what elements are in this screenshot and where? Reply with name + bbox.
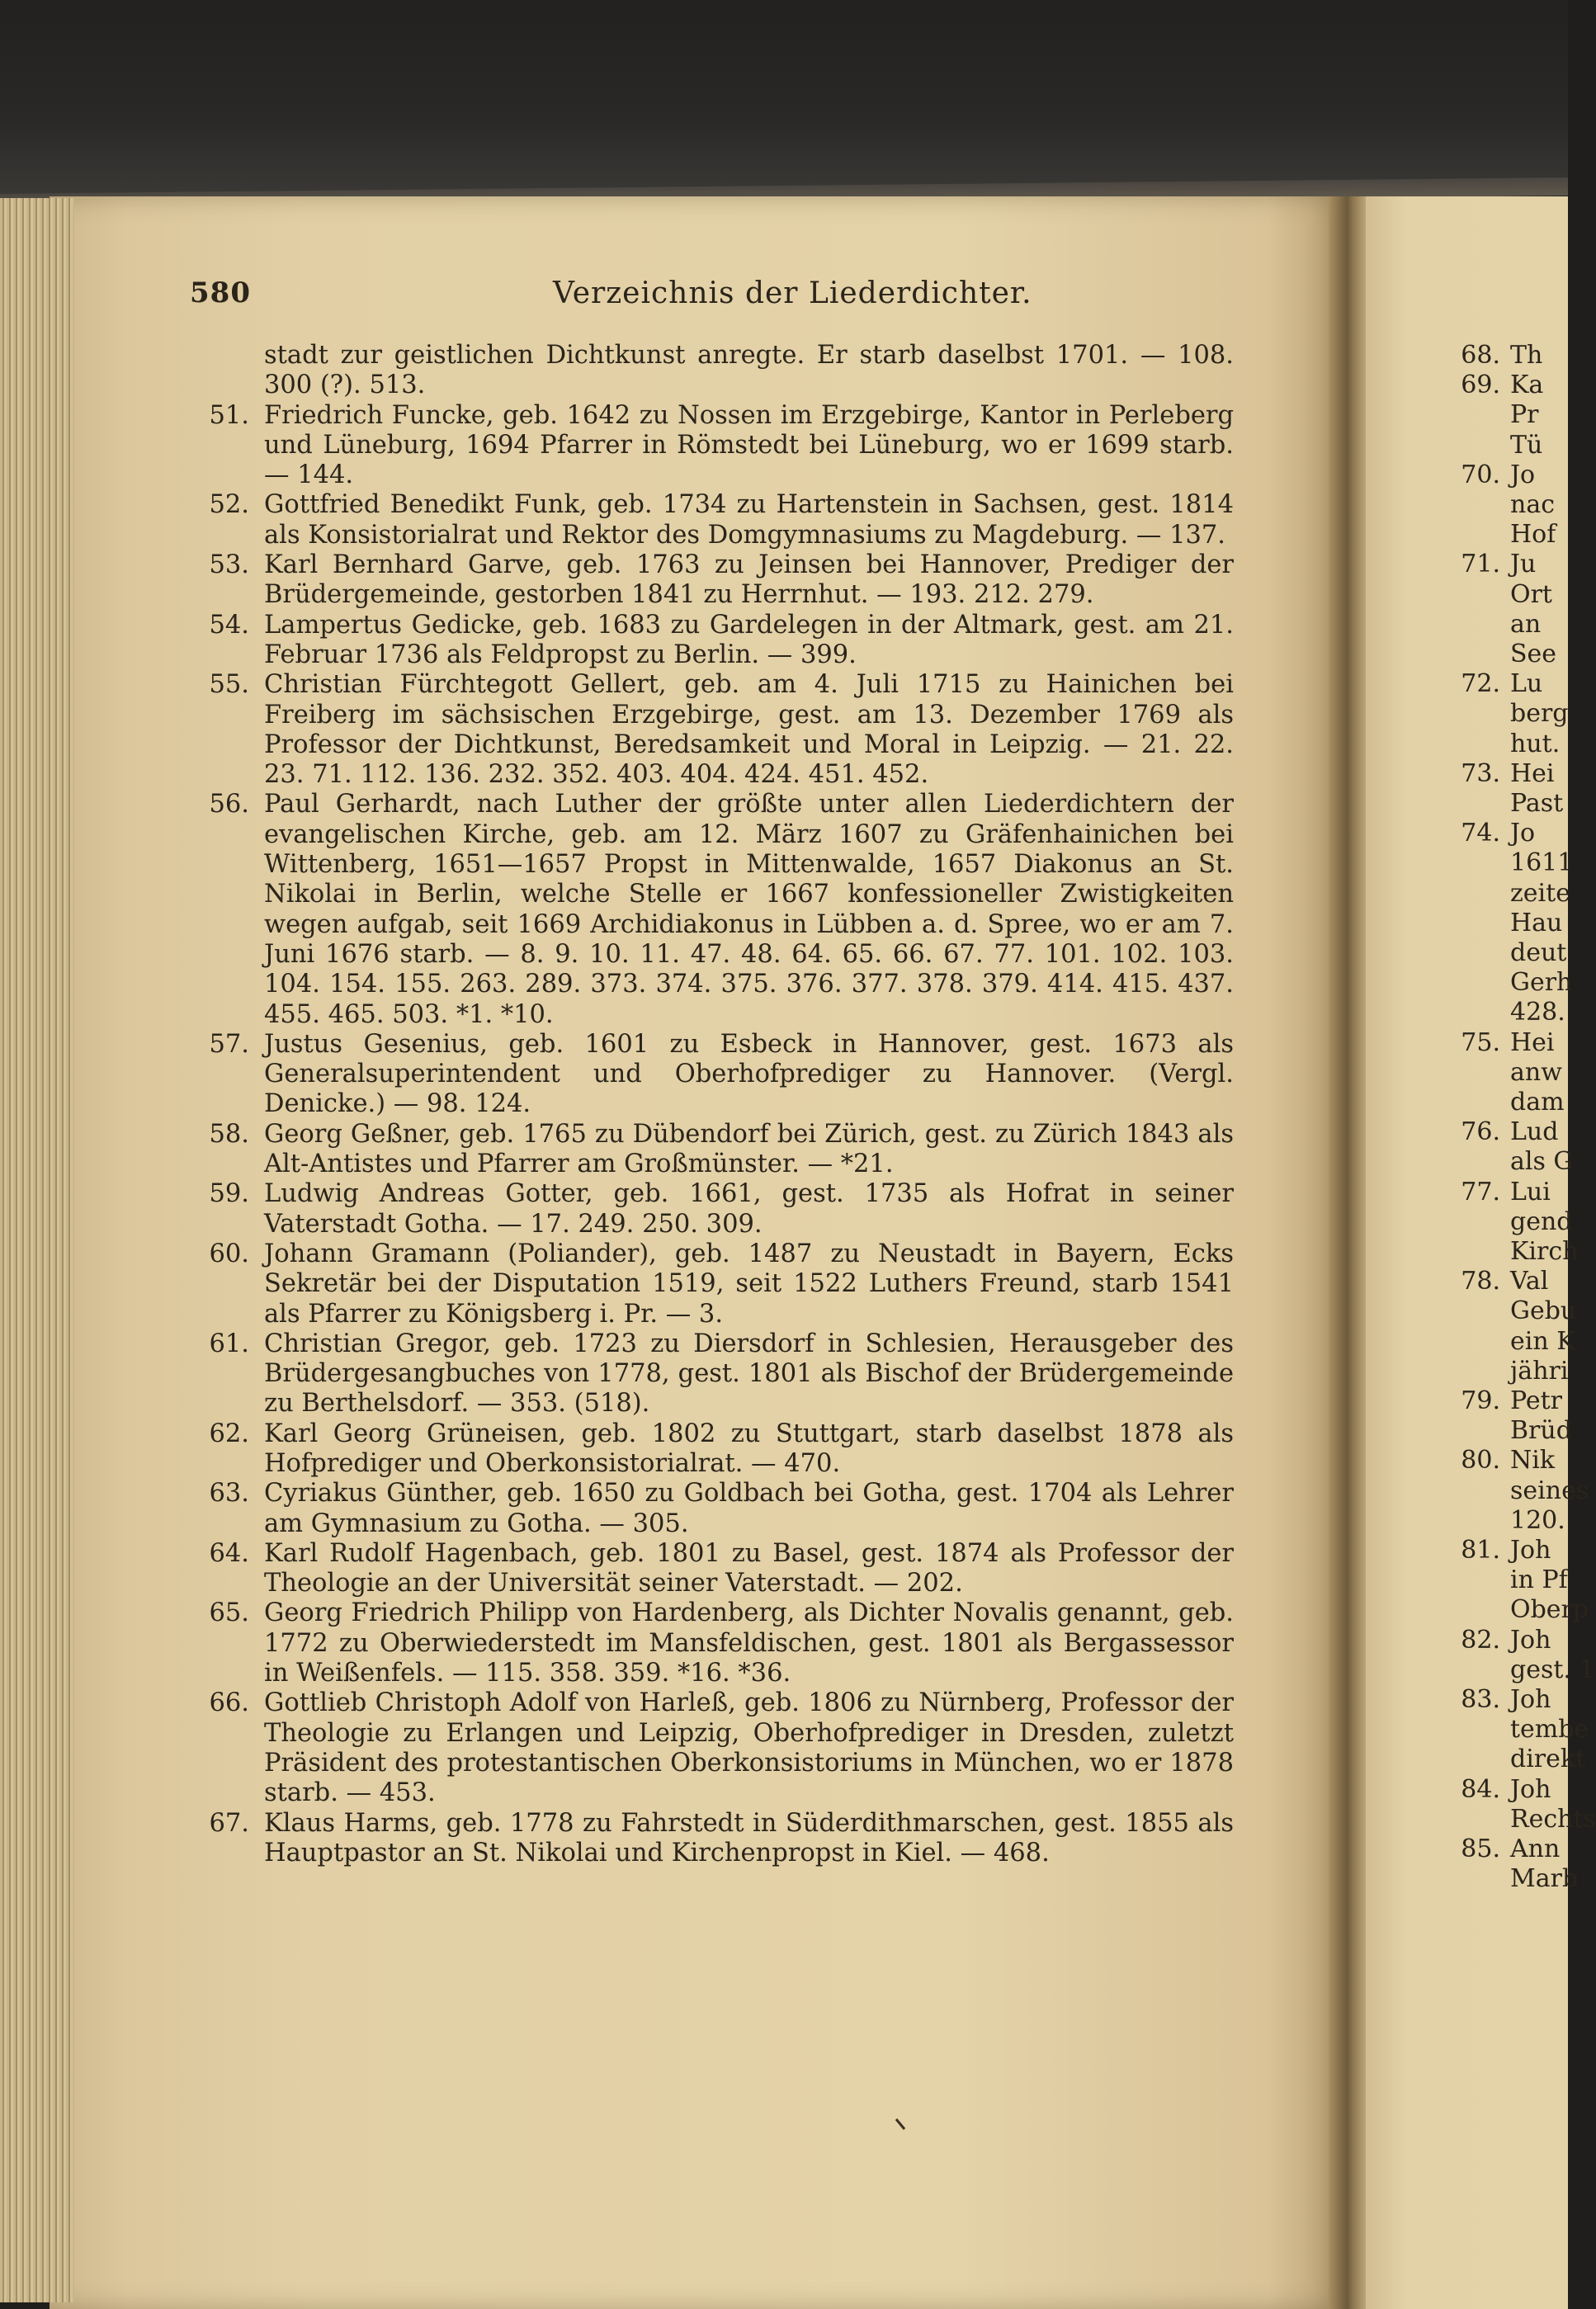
entry-number: 58. — [209, 1119, 249, 1149]
right-entry-fragment: Lui — [1510, 1177, 1551, 1206]
right-entry-fragment: Hof — [1510, 520, 1556, 550]
right-entry-fragment: Ort — [1510, 579, 1552, 609]
list-item — [190, 550, 1234, 611]
entry-number: 61. — [209, 1329, 249, 1358]
entry-number: 62. — [209, 1419, 249, 1448]
right-entry-fragment: Hau — [1510, 908, 1563, 937]
right-entry-number: 78. — [1461, 1267, 1500, 1296]
running-head: Verzeichnis der Liederdichter. — [553, 276, 1032, 310]
right-entry-fragment: direkt — [1510, 1745, 1586, 1774]
entry-text: Georg Geßner, geb. 1765 zu Dübendorf bei Zürich, gest. zu Zürich 1843 als Alt-Antistes und Pfarrer am Großmünster. — *21. — [264, 1119, 1234, 1179]
paper-speck — [891, 2113, 924, 2146]
list-item — [190, 1479, 1234, 1539]
entry-number: 59. — [209, 1179, 249, 1209]
right-entry-fragment: Nik — [1510, 1446, 1556, 1476]
list-item — [190, 1030, 1234, 1120]
right-entry-number: 73. — [1461, 758, 1500, 788]
list-item — [190, 1179, 1234, 1239]
right-entry-fragment: Jo — [1510, 460, 1536, 489]
right-entry-number: 68. — [1461, 341, 1500, 370]
list-item — [190, 401, 1234, 491]
right-entry-fragment: Kirch — [1510, 1237, 1579, 1266]
entry-text: Johann Gramann (Poliander), geb. 1487 zu Neustadt in Bayern, Ecks Sekretär bei der Disputation 1519, seit 1522 Luthers Freund, starb 1541 als Pfarrer zu Königsberg i. Pr. — 3. — [264, 1239, 1234, 1329]
right-entry-number: 85. — [1461, 1834, 1500, 1863]
page-stack-edge — [0, 198, 74, 2302]
right-entry-number: 83. — [1461, 1685, 1500, 1714]
entry-text: Georg Friedrich Philipp von Hardenberg, als Dichter Novalis genannt, geb. 1772 zu Oberwiederstedt im Mansfeldischen, gest. 1801 als Bergassessor in Weißenfels. — 115. 358. 359. *16. *36. — [264, 1598, 1234, 1688]
entry-number: 52. — [209, 490, 249, 520]
list-item — [190, 1539, 1234, 1599]
list-item — [190, 1419, 1234, 1480]
entry-text: Gottfried Benedikt Funk, geb. 1734 zu Hartenstein in Sachsen, gest. 1814 als Konsistorialrat und Rektor des Domgymnasiums zu Magdeburg. — 137. — [264, 490, 1234, 550]
right-page-column — [1443, 341, 1596, 1927]
entry-number: 56. — [209, 790, 249, 819]
right-entry-fragment: Val — [1510, 1267, 1549, 1296]
right-entry-fragment: Hei — [1510, 1027, 1555, 1057]
right-entry-fragment: Ann — [1510, 1834, 1561, 1863]
right-entry-fragment: Rechts — [1510, 1804, 1596, 1834]
right-entry-fragment: gend — [1510, 1206, 1573, 1236]
right-entry-fragment: Joh — [1510, 1625, 1551, 1655]
list-item — [190, 490, 1234, 550]
right-entry-fragment: Brüd — [1510, 1416, 1572, 1446]
right-entry-fragment: 120. — [1510, 1505, 1565, 1535]
right-entry-fragment: Gerh — [1510, 968, 1573, 998]
right-entry-fragment: Tü — [1510, 430, 1543, 460]
right-entry-fragment: 1611 — [1510, 848, 1574, 878]
right-entry-fragment: berg — [1510, 699, 1569, 729]
entry-number: 51. — [209, 400, 249, 430]
entry-text: Karl Rudolf Hagenbach, geb. 1801 zu Basel, gest. 1874 als Professor der Theologie an der Universität seiner Vaterstadt. — 202. — [264, 1538, 1234, 1598]
right-entry-fragment: tembe — [1510, 1715, 1589, 1745]
entry-text: Ludwig Andreas Gotter, geb. 1661, gest. 1735 als Hofrat in seiner Vaterstadt Gotha. — 17. 249. 250. 309. — [264, 1179, 1234, 1239]
right-entry-fragment: Ju — [1510, 550, 1537, 579]
entry-text: Christian Fürchtegott Gellert, geb. am 4. Juli 1715 zu Hainichen bei Freiberg im sächsischen Erzgebirge, gest. am 13. Dezember 1769 als Professor der Dichtkunst, Beredsamkeit und Moral in Leipzig. — 21. 22. 23. 71. 112. 136. 232. 352. 403. 404. 424. 451. 452. — [264, 670, 1234, 790]
right-entry-fragment: Past — [1510, 789, 1564, 818]
right-entry-fragment: seines — [1510, 1476, 1589, 1505]
entry-text: Gottlieb Christoph Adolf von Harleß, geb. 1806 zu Nürnberg, Professor der Theologie zu Erlangen und Leipzig, Oberhofprediger in Dresden, zuletzt Präsident des protestantischen Oberkonsistoriums in München, wo er 1878 starb. — 453. — [264, 1688, 1234, 1808]
page-header — [190, 276, 1296, 326]
list-item — [190, 1239, 1234, 1329]
right-entry-fragment: Jo — [1510, 819, 1536, 848]
entry-number: 66. — [209, 1688, 249, 1718]
entry-text: Klaus Harms, geb. 1778 zu Fahrstedt in Süderdithmarschen, gest. 1855 als Hauptpastor an St. Nikolai und Kirchenpropst in Kiel. — 468. — [264, 1808, 1234, 1868]
right-entry-fragment: Oberp — [1510, 1595, 1589, 1625]
entry-number: 57. — [209, 1029, 249, 1059]
entry-text: Paul Gerhardt, nach Luther der größte unter allen Liederdichtern der evangelischen Kirche, geb. am 12. März 1607 zu Gräfenhainichen bei Wittenberg, 1651—1657 Propst in Mittenwalde, 1657 Diakonus an St. Nikolai in Berlin, welche Stelle er 1667 konfessioneller Zwistigkeiten wegen aufgab, seit 1669 Archidiakonus in Lübben a. d. Spree, wo er am 7. Juni 1676 starb. — 8. 9. 10. 11. 47. 48. 64. 65. 66. 67. 77. 101. 102. 103. 104. 154. 155. 263. 289. 373. 374. 375. 376. 377. 378. 379. 414. 415. 437. 455. 465. 503. *1. *10. — [264, 790, 1234, 1029]
right-entry-number: 71. — [1461, 550, 1500, 579]
right-entry-fragment: Hei — [1510, 758, 1555, 788]
right-entry-fragment: jähri — [1510, 1356, 1569, 1386]
right-entry-number: 74. — [1461, 819, 1500, 848]
right-entry-number: 70. — [1461, 460, 1500, 489]
continuation-entry — [190, 341, 1234, 401]
list-item — [190, 670, 1234, 790]
entry-list — [190, 341, 1234, 1868]
list-item — [190, 1120, 1234, 1180]
right-entry-fragment: Pr — [1510, 400, 1539, 430]
right-entry-fragment: in Pf — [1510, 1565, 1568, 1595]
list-item — [190, 790, 1234, 1029]
right-entry-number: 72. — [1461, 669, 1500, 699]
entry-number: 64. — [209, 1538, 249, 1568]
entry-text: Christian Gregor, geb. 1723 zu Diersdorf in Schlesien, Herausgeber des Brüdergesangbuches von 1778, gest. 1801 als Bischof der Brüdergemeinde zu Berthelsdorf. — 353. (518). — [264, 1329, 1234, 1419]
right-entry-fragment: ein K — [1510, 1326, 1575, 1356]
right-entry-fragment: Joh — [1510, 1536, 1551, 1565]
entry-number: 55. — [209, 670, 249, 700]
right-entry-number: 79. — [1461, 1386, 1500, 1415]
list-item — [190, 1329, 1234, 1419]
right-entry-fragment: Marb — [1510, 1864, 1579, 1894]
right-entry-fragment: dam — [1510, 1088, 1565, 1117]
book-gutter — [1329, 196, 1370, 2309]
right-entry-fragment: Th — [1510, 341, 1543, 370]
entry-number: 67. — [209, 1808, 249, 1838]
continuation-text: stadt zur geistlichen Dichtkunst anregte. Er starb daselbst 1701. — 108. 300 (?). 513. — [264, 341, 1234, 400]
right-entry-fragment: als G — [1510, 1147, 1574, 1177]
right-entry-fragment: Gebu — [1510, 1296, 1577, 1326]
right-entry-number: 80. — [1461, 1446, 1500, 1476]
right-entry-fragment: nac — [1510, 490, 1556, 519]
entry-number: 53. — [209, 550, 249, 580]
right-entry-fragment: Petr — [1510, 1386, 1562, 1415]
right-entry-number: 69. — [1461, 371, 1500, 400]
right-entry-number: 77. — [1461, 1177, 1500, 1206]
right-entry-number: 82. — [1461, 1625, 1500, 1655]
entry-text: Lampertus Gedicke, geb. 1683 zu Gardelegen in der Altmark, gest. am 21. Februar 1736 als Feldpropst zu Berlin. — 399. — [264, 610, 1234, 669]
right-entry-number: 81. — [1461, 1536, 1500, 1565]
right-entry-fragment: zeite — [1510, 878, 1570, 908]
entry-text: Friedrich Funcke, geb. 1642 zu Nossen im Erzgebirge, Kantor in Perleberg und Lüneburg, 1694 Pfarrer in Römstedt bei Lüneburg, wo er 1699 starb. — 144. — [264, 400, 1234, 490]
right-entry-fragment: See — [1510, 640, 1557, 668]
right-entry-fragment: anw — [1510, 1057, 1562, 1087]
right-entry-fragment: Joh — [1510, 1774, 1551, 1804]
entry-number: 65. — [209, 1598, 249, 1628]
entry-text: Justus Gesenius, geb. 1601 zu Esbeck in Hannover, gest. 1673 als Generalsuperintendent und Oberhofprediger zu Hannover. (Vergl. Denicke.) — 98. 124. — [264, 1029, 1234, 1119]
list-item — [190, 1809, 1234, 1869]
entry-number: 63. — [209, 1479, 249, 1509]
right-entry-fragment: 428. — [1510, 998, 1565, 1027]
right-entry-number: 75. — [1461, 1027, 1500, 1057]
right-entry-fragment: deut — [1510, 938, 1567, 967]
right-entry-fragment: an — [1510, 609, 1542, 639]
entry-number: 54. — [209, 610, 249, 640]
page-number: 580 — [190, 276, 251, 309]
entry-text: Karl Georg Grüneisen, geb. 1802 zu Stuttgart, starb daselbst 1878 als Hofprediger und Oberkonsistorialrat. — 470. — [264, 1419, 1234, 1478]
dark-background — [0, 0, 1568, 194]
entry-text: Cyriakus Günther, geb. 1650 zu Goldbach bei Gotha, gest. 1704 als Lehrer am Gymnasium zu Gotha. — 305. — [264, 1479, 1234, 1538]
list-item — [190, 1598, 1234, 1688]
right-entry-fragment: Lud — [1510, 1117, 1559, 1147]
right-entry-fragment: gest. 1 — [1510, 1655, 1595, 1684]
right-entry-number: 84. — [1461, 1774, 1500, 1804]
right-entry-fragment: hut. — [1510, 729, 1561, 758]
right-entry-fragment: Ka — [1510, 371, 1544, 400]
entry-number: 60. — [209, 1239, 249, 1268]
right-entry-fragment: Joh — [1510, 1685, 1551, 1714]
right-entry-fragment: Lu — [1510, 669, 1543, 699]
list-item — [190, 1688, 1234, 1808]
right-entry-number: 76. — [1461, 1117, 1500, 1147]
entry-text: Karl Bernhard Garve, geb. 1763 zu Jeinsen bei Hannover, Prediger der Brüdergemeinde, gestorben 1841 zu Herrnhut. — 193. 212. 279. — [264, 550, 1234, 610]
list-item — [190, 611, 1234, 671]
